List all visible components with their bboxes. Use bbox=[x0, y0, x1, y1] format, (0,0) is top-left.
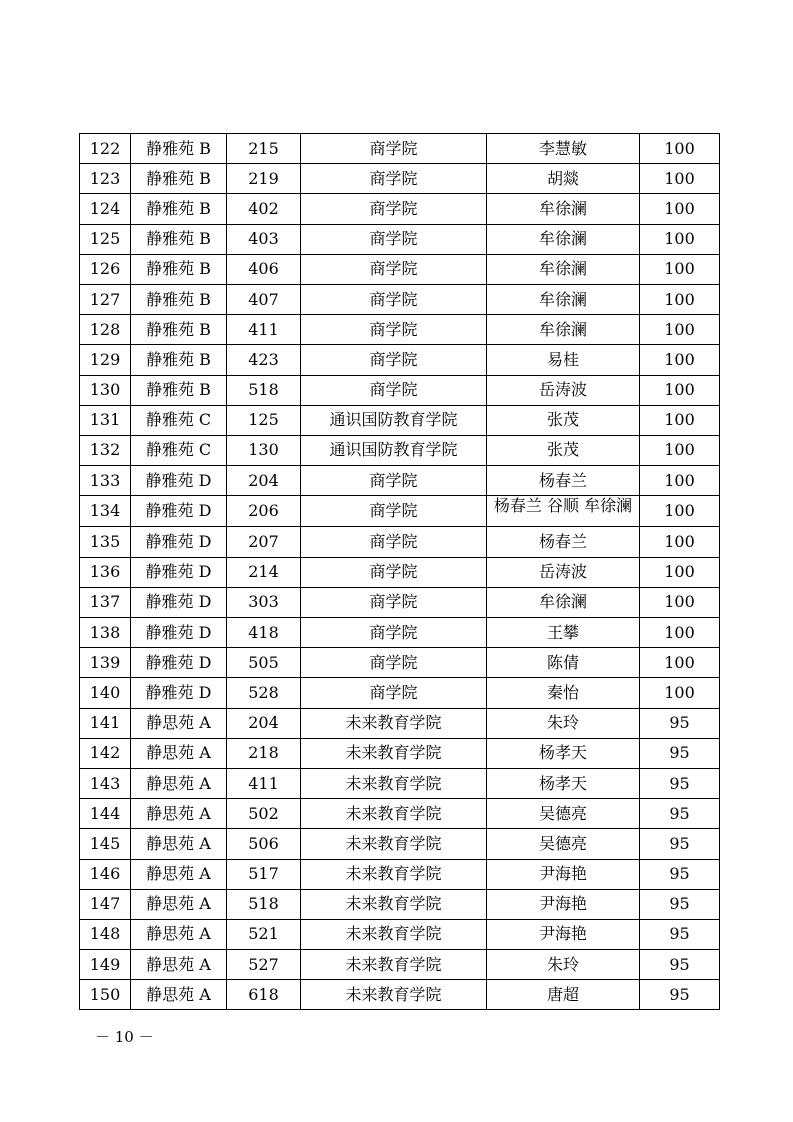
college-cell: 商学院 bbox=[301, 496, 487, 527]
row-number-cell: 134 bbox=[80, 496, 131, 527]
name-cell-text: 杨春兰 谷顺 牟徐澜 bbox=[493, 497, 633, 516]
table-row bbox=[80, 829, 720, 859]
row-number-cell: 129 bbox=[80, 345, 131, 375]
row-number-cell: 146 bbox=[80, 859, 131, 889]
row-number-cell: 141 bbox=[80, 708, 131, 738]
row-number-cell: 143 bbox=[80, 768, 131, 798]
table-row bbox=[80, 194, 720, 224]
college-cell: 商学院 bbox=[301, 315, 487, 345]
table-row bbox=[80, 587, 720, 617]
name-cell: 岳涛波 bbox=[487, 557, 640, 587]
row-number-cell: 128 bbox=[80, 315, 131, 345]
row-number-cell: 122 bbox=[80, 134, 131, 164]
score-cell: 100 bbox=[640, 678, 720, 708]
name-cell: 杨孝天 bbox=[487, 768, 640, 798]
row-number-cell: 138 bbox=[80, 618, 131, 648]
table-row bbox=[80, 889, 720, 919]
score-cell: 100 bbox=[640, 466, 720, 496]
row-number-cell: 140 bbox=[80, 678, 131, 708]
college-cell: 商学院 bbox=[301, 284, 487, 314]
row-number-cell: 135 bbox=[80, 527, 131, 557]
name-cell: 岳涛波 bbox=[487, 375, 640, 405]
room-cell: 402 bbox=[227, 194, 301, 224]
table-row bbox=[80, 738, 720, 768]
building-cell: 静雅苑 D bbox=[131, 587, 227, 617]
score-cell: 100 bbox=[640, 435, 720, 465]
name-cell: 牟徐澜 bbox=[487, 587, 640, 617]
score-cell: 100 bbox=[640, 164, 720, 194]
college-cell: 未来教育学院 bbox=[301, 799, 487, 829]
row-number-cell: 126 bbox=[80, 254, 131, 284]
college-cell: 商学院 bbox=[301, 164, 487, 194]
name-cell: 李慧敏 bbox=[487, 134, 640, 164]
building-cell: 静雅苑 D bbox=[131, 557, 227, 587]
room-cell: 528 bbox=[227, 678, 301, 708]
row-number-cell: 133 bbox=[80, 466, 131, 496]
college-cell: 未来教育学院 bbox=[301, 829, 487, 859]
name-cell: 牟徐澜 bbox=[487, 224, 640, 254]
room-cell: 218 bbox=[227, 738, 301, 768]
room-cell: 518 bbox=[227, 375, 301, 405]
name-cell: 尹海艳 bbox=[487, 859, 640, 889]
row-number-cell: 125 bbox=[80, 224, 131, 254]
name-cell: 王攀 bbox=[487, 618, 640, 648]
table-row bbox=[80, 224, 720, 254]
building-cell: 静雅苑 D bbox=[131, 496, 227, 527]
score-cell: 100 bbox=[640, 134, 720, 164]
room-cell: 518 bbox=[227, 889, 301, 919]
score-cell: 100 bbox=[640, 345, 720, 375]
college-cell: 未来教育学院 bbox=[301, 919, 487, 949]
score-cell: 100 bbox=[640, 405, 720, 435]
college-cell: 未来教育学院 bbox=[301, 889, 487, 919]
row-number-cell: 139 bbox=[80, 648, 131, 678]
score-cell: 95 bbox=[640, 738, 720, 768]
college-cell: 商学院 bbox=[301, 618, 487, 648]
college-cell: 未来教育学院 bbox=[301, 980, 487, 1010]
table-row bbox=[80, 134, 720, 164]
score-cell: 95 bbox=[640, 829, 720, 859]
row-number-cell: 130 bbox=[80, 375, 131, 405]
room-cell: 527 bbox=[227, 950, 301, 980]
row-number-cell: 123 bbox=[80, 164, 131, 194]
college-cell: 未来教育学院 bbox=[301, 950, 487, 980]
room-cell: 411 bbox=[227, 768, 301, 798]
score-cell: 95 bbox=[640, 980, 720, 1010]
row-number-cell: 132 bbox=[80, 435, 131, 465]
score-cell: 100 bbox=[640, 284, 720, 314]
row-number-cell: 136 bbox=[80, 557, 131, 587]
room-cell: 204 bbox=[227, 466, 301, 496]
building-cell: 静雅苑 B bbox=[131, 164, 227, 194]
table-row bbox=[80, 527, 720, 557]
college-cell: 未来教育学院 bbox=[301, 859, 487, 889]
college-cell: 通识国防教育学院 bbox=[301, 405, 487, 435]
building-cell: 静思苑 A bbox=[131, 829, 227, 859]
name-cell: 尹海艳 bbox=[487, 889, 640, 919]
score-cell: 100 bbox=[640, 557, 720, 587]
name-cell: 牟徐澜 bbox=[487, 254, 640, 284]
row-number-cell: 127 bbox=[80, 284, 131, 314]
name-cell: 易桂 bbox=[487, 345, 640, 375]
room-cell: 406 bbox=[227, 254, 301, 284]
name-cell: 牟徐澜 bbox=[487, 315, 640, 345]
college-cell: 商学院 bbox=[301, 527, 487, 557]
score-cell: 100 bbox=[640, 315, 720, 345]
room-cell: 517 bbox=[227, 859, 301, 889]
building-cell: 静思苑 A bbox=[131, 859, 227, 889]
score-cell: 95 bbox=[640, 919, 720, 949]
building-cell: 静思苑 A bbox=[131, 799, 227, 829]
room-cell: 219 bbox=[227, 164, 301, 194]
building-cell: 静思苑 A bbox=[131, 738, 227, 768]
room-cell: 206 bbox=[227, 496, 301, 527]
score-cell: 100 bbox=[640, 587, 720, 617]
row-number-cell: 149 bbox=[80, 950, 131, 980]
college-cell: 商学院 bbox=[301, 224, 487, 254]
name-cell: 朱玲 bbox=[487, 950, 640, 980]
score-cell: 95 bbox=[640, 768, 720, 798]
room-cell: 403 bbox=[227, 224, 301, 254]
row-number-cell: 137 bbox=[80, 587, 131, 617]
building-cell: 静思苑 A bbox=[131, 889, 227, 919]
room-cell: 207 bbox=[227, 527, 301, 557]
table-row bbox=[80, 708, 720, 738]
college-cell: 商学院 bbox=[301, 375, 487, 405]
score-cell: 100 bbox=[640, 648, 720, 678]
table-row bbox=[80, 980, 720, 1010]
row-number-cell: 144 bbox=[80, 799, 131, 829]
building-cell: 静思苑 A bbox=[131, 919, 227, 949]
score-cell: 95 bbox=[640, 799, 720, 829]
name-cell: 尹海艳 bbox=[487, 919, 640, 949]
dormitory-table bbox=[79, 133, 720, 1010]
name-cell bbox=[487, 496, 640, 527]
table-row bbox=[80, 648, 720, 678]
table-row bbox=[80, 466, 720, 496]
building-cell: 静雅苑 B bbox=[131, 254, 227, 284]
building-cell: 静雅苑 D bbox=[131, 678, 227, 708]
score-cell: 95 bbox=[640, 950, 720, 980]
score-cell: 95 bbox=[640, 889, 720, 919]
name-cell: 杨春兰 bbox=[487, 527, 640, 557]
score-cell: 100 bbox=[640, 254, 720, 284]
college-cell: 商学院 bbox=[301, 345, 487, 375]
name-cell: 秦怡 bbox=[487, 678, 640, 708]
college-cell: 未来教育学院 bbox=[301, 768, 487, 798]
score-cell: 100 bbox=[640, 496, 720, 527]
score-cell: 100 bbox=[640, 224, 720, 254]
building-cell: 静雅苑 D bbox=[131, 618, 227, 648]
table-row bbox=[80, 919, 720, 949]
building-cell: 静雅苑 B bbox=[131, 375, 227, 405]
name-cell: 牟徐澜 bbox=[487, 284, 640, 314]
table-row bbox=[80, 375, 720, 405]
room-cell: 130 bbox=[227, 435, 301, 465]
table-row bbox=[80, 799, 720, 829]
college-cell: 未来教育学院 bbox=[301, 738, 487, 768]
college-cell: 商学院 bbox=[301, 678, 487, 708]
score-cell: 95 bbox=[640, 859, 720, 889]
college-cell: 商学院 bbox=[301, 134, 487, 164]
score-cell: 100 bbox=[640, 375, 720, 405]
name-cell: 牟徐澜 bbox=[487, 194, 640, 224]
building-cell: 静雅苑 B bbox=[131, 194, 227, 224]
room-cell: 502 bbox=[227, 799, 301, 829]
college-cell: 未来教育学院 bbox=[301, 708, 487, 738]
building-cell: 静雅苑 D bbox=[131, 466, 227, 496]
table-row bbox=[80, 405, 720, 435]
building-cell: 静思苑 A bbox=[131, 768, 227, 798]
room-cell: 506 bbox=[227, 829, 301, 859]
name-cell: 杨春兰 bbox=[487, 466, 640, 496]
table-row bbox=[80, 284, 720, 314]
name-cell: 吴德亮 bbox=[487, 799, 640, 829]
score-cell: 100 bbox=[640, 618, 720, 648]
page-number: － 10 － bbox=[95, 1028, 154, 1046]
row-number-cell: 131 bbox=[80, 405, 131, 435]
building-cell: 静雅苑 B bbox=[131, 284, 227, 314]
building-cell: 静思苑 A bbox=[131, 980, 227, 1010]
room-cell: 125 bbox=[227, 405, 301, 435]
room-cell: 215 bbox=[227, 134, 301, 164]
table-row bbox=[80, 315, 720, 345]
table-row bbox=[80, 557, 720, 587]
name-cell: 张茂 bbox=[487, 435, 640, 465]
row-number-cell: 142 bbox=[80, 738, 131, 768]
table-row bbox=[80, 859, 720, 889]
room-cell: 411 bbox=[227, 315, 301, 345]
row-number-cell: 150 bbox=[80, 980, 131, 1010]
name-cell: 朱玲 bbox=[487, 708, 640, 738]
building-cell: 静雅苑 B bbox=[131, 224, 227, 254]
room-cell: 521 bbox=[227, 919, 301, 949]
room-cell: 204 bbox=[227, 708, 301, 738]
college-cell: 商学院 bbox=[301, 587, 487, 617]
building-cell: 静雅苑 C bbox=[131, 405, 227, 435]
table-row bbox=[80, 768, 720, 798]
score-cell: 100 bbox=[640, 194, 720, 224]
table-row bbox=[80, 496, 720, 527]
building-cell: 静雅苑 B bbox=[131, 134, 227, 164]
table-row bbox=[80, 164, 720, 194]
building-cell: 静思苑 A bbox=[131, 708, 227, 738]
room-cell: 423 bbox=[227, 345, 301, 375]
building-cell: 静思苑 A bbox=[131, 950, 227, 980]
row-number-cell: 147 bbox=[80, 889, 131, 919]
college-cell: 商学院 bbox=[301, 466, 487, 496]
room-cell: 505 bbox=[227, 648, 301, 678]
name-cell: 唐超 bbox=[487, 980, 640, 1010]
table-row bbox=[80, 435, 720, 465]
building-cell: 静雅苑 C bbox=[131, 435, 227, 465]
building-cell: 静雅苑 D bbox=[131, 527, 227, 557]
row-number-cell: 145 bbox=[80, 829, 131, 859]
room-cell: 214 bbox=[227, 557, 301, 587]
room-cell: 407 bbox=[227, 284, 301, 314]
building-cell: 静雅苑 B bbox=[131, 315, 227, 345]
college-cell: 通识国防教育学院 bbox=[301, 435, 487, 465]
name-cell: 张茂 bbox=[487, 405, 640, 435]
name-cell: 吴德亮 bbox=[487, 829, 640, 859]
college-cell: 商学院 bbox=[301, 254, 487, 284]
room-cell: 618 bbox=[227, 980, 301, 1010]
room-cell: 418 bbox=[227, 618, 301, 648]
name-cell: 陈倩 bbox=[487, 648, 640, 678]
name-cell: 胡燚 bbox=[487, 164, 640, 194]
table-row bbox=[80, 345, 720, 375]
table-row bbox=[80, 678, 720, 708]
table-row bbox=[80, 950, 720, 980]
building-cell: 静雅苑 D bbox=[131, 648, 227, 678]
table-row bbox=[80, 254, 720, 284]
table-row bbox=[80, 618, 720, 648]
score-cell: 100 bbox=[640, 527, 720, 557]
row-number-cell: 148 bbox=[80, 919, 131, 949]
name-cell: 杨孝天 bbox=[487, 738, 640, 768]
table-body bbox=[80, 134, 720, 1010]
row-number-cell: 124 bbox=[80, 194, 131, 224]
room-cell: 303 bbox=[227, 587, 301, 617]
college-cell: 商学院 bbox=[301, 194, 487, 224]
college-cell: 商学院 bbox=[301, 557, 487, 587]
score-cell: 95 bbox=[640, 708, 720, 738]
college-cell: 商学院 bbox=[301, 648, 487, 678]
building-cell: 静雅苑 B bbox=[131, 345, 227, 375]
